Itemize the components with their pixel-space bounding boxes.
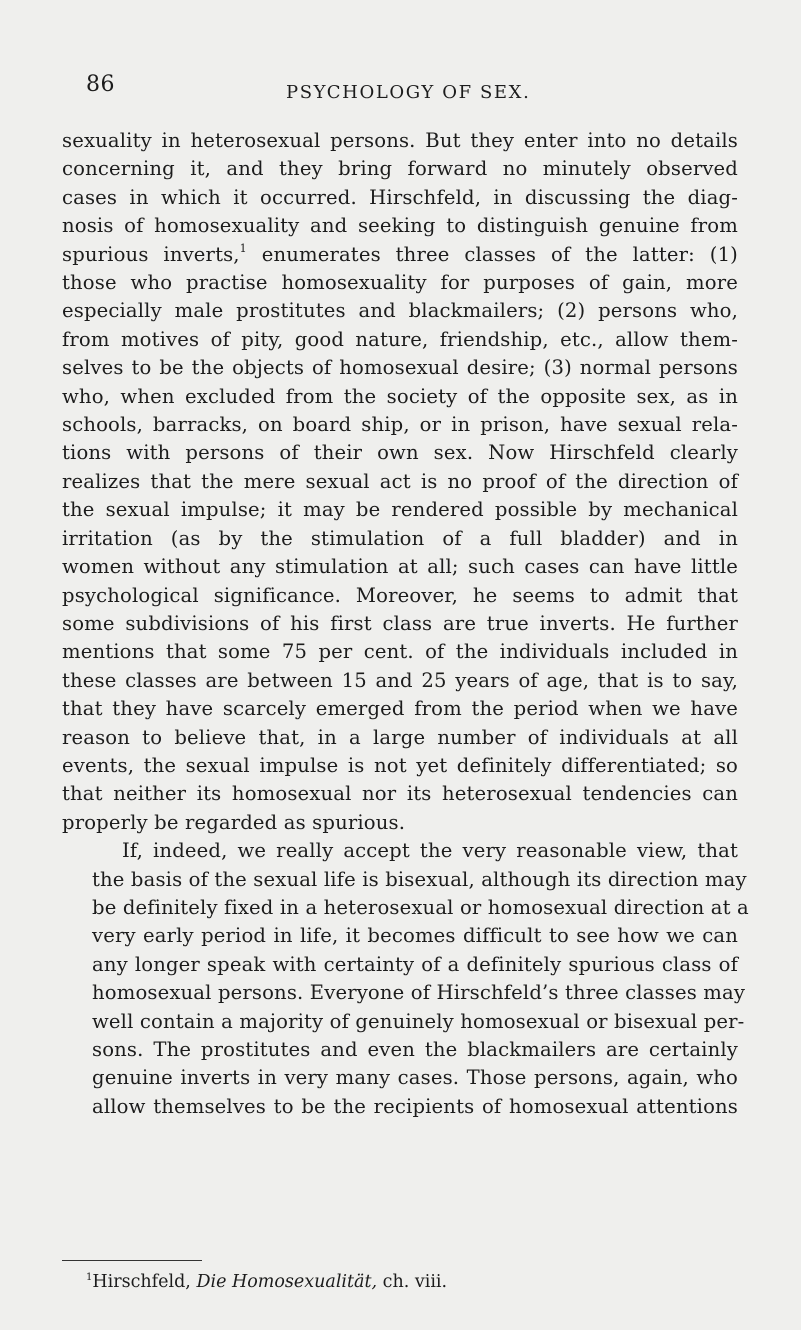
footnote-marker: 1: [239, 241, 247, 255]
text-line: be definitely fixed in a heterosexual or homosexual direction at a: [92, 895, 749, 919]
text-line: that neither its homosexual nor its heterosexual tendencies can: [62, 782, 738, 806]
text-line: any longer speak with certainty of a definitely spurious class of: [92, 952, 738, 976]
paragraph-1: [62, 127, 738, 837]
text-line: women without any stimulation at all; such cases can have little: [62, 555, 738, 579]
text-line: genuine inverts in very many cases. Those persons, again, who: [92, 1066, 738, 1090]
text-line: cases in which it occurred. Hirschfeld, in discussing the diag-: [62, 185, 738, 209]
text-line: allow themselves to be the recipients of homosexual attentions: [92, 1094, 738, 1118]
text-line: the sexual impulse; it may be rendered possible by mechanical: [62, 498, 738, 522]
footnote: [86, 1270, 447, 1294]
text-line: sons. The prostitutes and even the blackmailers are certainly: [92, 1038, 738, 1061]
footnote-reference: ch. viii.: [382, 1272, 448, 1292]
text-line: who, when excluded from the society of the opposite sex, as in: [62, 384, 738, 408]
running-title: PSYCHOLOGY OF SEX.: [286, 82, 531, 103]
text-line: mentions that some 75 per cent. of the individuals included in: [62, 640, 738, 664]
text-line: those who practise homosexuality for purposes of gain, more: [62, 271, 738, 295]
text-line: sexuality in heterosexual persons. But they enter into no details: [62, 129, 738, 152]
running-head: [86, 72, 736, 106]
page-number: 86: [86, 72, 115, 97]
text-line-with-footnote: [62, 241, 738, 269]
text-line: selves to be the objects of homosexual desire; (3) normal persons: [62, 356, 738, 380]
footnote-title: Die Homosexualität,: [196, 1272, 378, 1292]
footnote-marker: 1: [86, 1272, 93, 1283]
text-line: reason to believe that, in a large number of individuals at all: [62, 725, 738, 749]
text-segment: spurious inverts,: [62, 242, 240, 266]
text-line: some subdivisions of his first class are true inverts. He further: [62, 611, 738, 635]
text-line: well contain a majority of genuinely homosexual or bisexual per-: [92, 1009, 745, 1033]
text-line: very early period in life, it becomes difficult to see how we can: [92, 924, 738, 948]
text-line: irritation (as by the stimulation of a full bladder) and in: [62, 526, 738, 550]
text-line: homosexual persons. Everyone of Hirschfeld’s three classes may: [92, 981, 746, 1005]
text-line: concerning it, and they bring forward no minutely observed: [62, 157, 738, 181]
text-line: nosis of homosexuality and seeking to distinguish genuine from: [62, 214, 738, 238]
text-line: from motives of pity, good nature, friendship, etc., allow them-: [62, 327, 738, 351]
footnote-author: Hirschfeld,: [92, 1272, 191, 1292]
text-line: tions with persons of their own sex. Now Hirschfeld clearly: [62, 441, 738, 465]
text-segment: enumerates three classes of the latter: (1): [246, 242, 738, 266]
text-line: events, the sexual impulse is not yet definitely differentiated; so: [62, 753, 738, 777]
paragraph-2: [62, 837, 749, 1121]
text-line: these classes are between 15 and 25 years of age, that is to say,: [62, 668, 738, 692]
text-line: that they have scarcely emerged from the period when we have: [62, 697, 738, 721]
text-line: If, indeed, we really accept the very reasonable view, that: [122, 839, 738, 863]
text-line: properly be regarded as spurious.: [62, 810, 406, 834]
text-line: psychological significance. Moreover, he seems to admit that: [62, 583, 738, 607]
text-line: the basis of the sexual life is bisexual, although its direction may: [92, 867, 747, 891]
footnote-divider: [62, 1260, 202, 1261]
body-text: [62, 127, 749, 1121]
text-line: realizes that the mere sexual act is no proof of the direction of: [62, 469, 738, 493]
text-line: schools, barracks, on board ship, or in prison, have sexual rela-: [62, 413, 738, 437]
text-line: especially male prostitutes and blackmailers; (2) persons who,: [62, 299, 738, 323]
